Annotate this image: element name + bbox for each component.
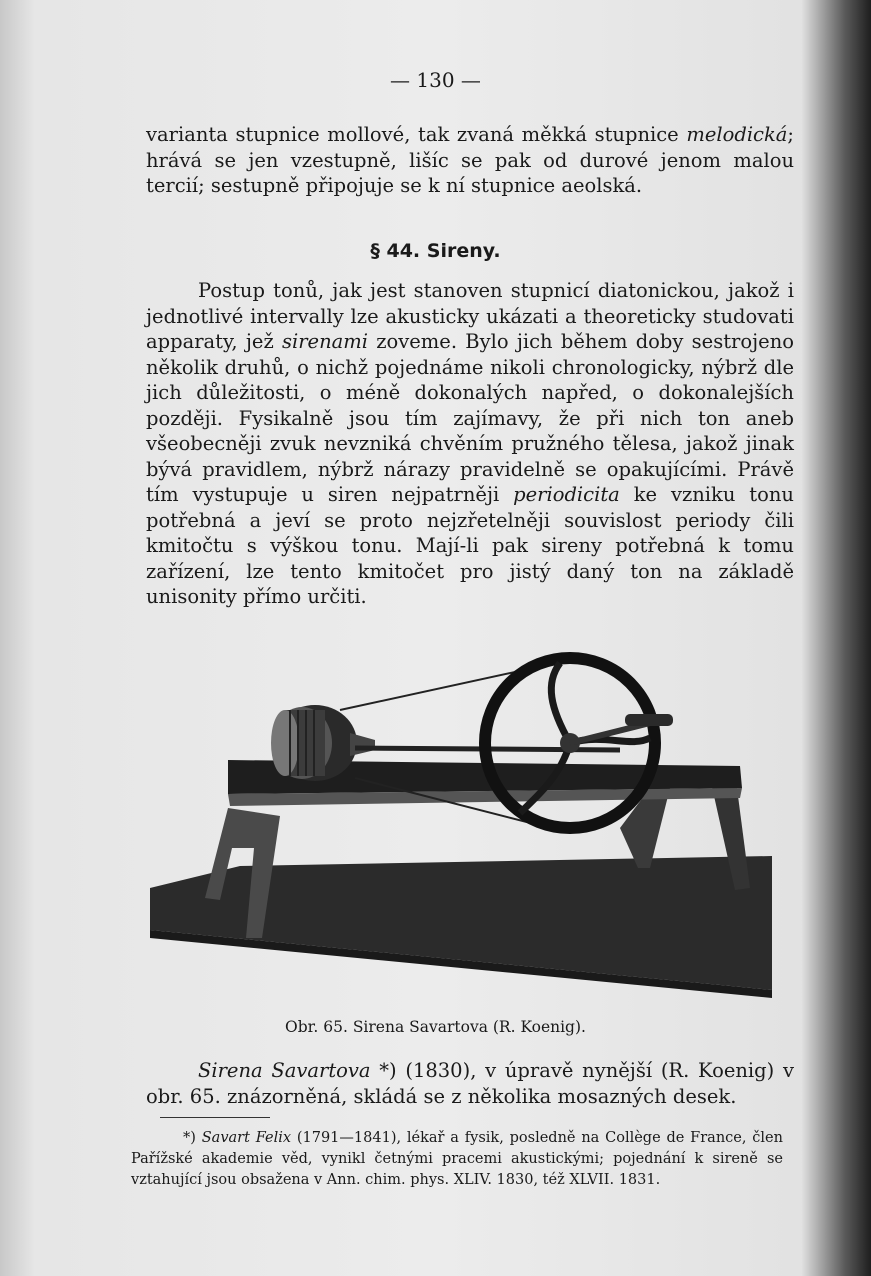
paragraph-text: zoveme. Bylo jich během doby sestrojeno několik druhů, o nichž pojednáme nikoli chronologicky, nýbrž dle jich důležitosti, o méně dokonalých napřed, o dokonalejších později. Fysikalně jsou tím zajímavy, že při nich ton aneb všeobecněji zvuk nevzniká chvěním pružného tělesa, jakož jinak bývá pravidlem, nýbrž nárazy pravidelně se opakujícími. Právě tím vystupuje u siren nejpatrněji — [146, 330, 794, 506]
paragraph-savart-siren — [146, 1058, 794, 1109]
crank-handle — [625, 714, 673, 726]
paragraph-text: ke vzniku tonu potřebná a jeví se proto nejzřetelněji souvislost periody čili kmitočtu s výškou tonu. Mají-li pak sireny potřebná k tomu zařízení, lze tento kmitočet pro jistý daný ton na základě unisonity přímo určiti. — [146, 483, 794, 608]
paragraph-text: Postup tonů, jak jest stanoven stupnicí diatonickou, jakož i jednotlivé intervally lze akusticky ukázati a theoreticky studovati apparaty, jež — [146, 279, 794, 353]
page-number: — 130 — — [390, 68, 481, 92]
footnote-text: (1791—1841), lékař a fysik, posledně na Collège de France, člen Pařížské akademie věd, vynikl četnými pracemi akustickými; pojednání k sireně se vztahující jsou obsažena v Ann. chim. phys. XLIV. 1830, též XLVII. 1831. — [131, 1130, 783, 1188]
paragraph-sirens-intro — [146, 278, 794, 610]
figure-savart-siren — [150, 638, 772, 998]
savart-siren-illustration — [150, 638, 772, 998]
footnote-marker: *) — [183, 1130, 202, 1146]
emphasis-sirena-savartova: Sirena Savartova — [198, 1059, 371, 1082]
paragraph-melodic-scale — [146, 122, 794, 199]
table-surface — [150, 856, 772, 990]
paragraph-text: ; hrává se jen vzestupně, lišíc se pak od durové jenom malou tercií; sestupně připojuje se k ní stupnice aeolská. — [146, 123, 794, 197]
paragraph-text: *) (1830), v úpravě nynější (R. Koenig) v obr. 65. znázorněná, skládá se z několika mosazných desek. — [146, 1059, 794, 1108]
emphasis-sirenami: sirenami — [281, 330, 368, 353]
emphasis-savart-felix: Savart Felix — [201, 1130, 292, 1146]
section-heading: § 44. Sireny. — [370, 240, 501, 262]
emphasis-melodicka: melodická — [686, 123, 788, 146]
footnote — [131, 1128, 783, 1191]
figure-caption: Obr. 65. Sirena Savartova (R. Koenig). — [285, 1018, 586, 1036]
emphasis-periodicita: periodicita — [513, 483, 620, 506]
footnote-rule — [160, 1117, 270, 1118]
paragraph-text: varianta stupnice mollové, tak zvaná měkká stupnice — [146, 123, 687, 146]
